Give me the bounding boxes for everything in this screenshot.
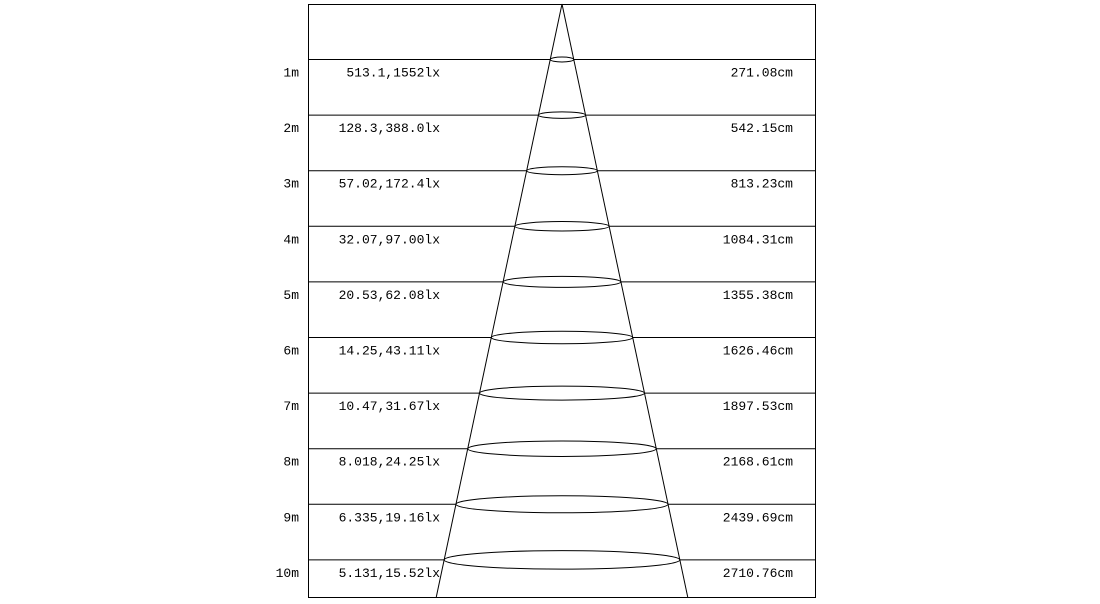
illuminance-label: 32.07,97.00lx xyxy=(338,232,440,248)
beam-ellipse xyxy=(515,222,609,232)
beam-ellipse xyxy=(468,441,657,457)
beam-diameter-label: 2168.61cm xyxy=(722,454,793,470)
beam-diameter-label: 1355.38cm xyxy=(722,287,793,303)
distance-label: 6m xyxy=(283,343,299,359)
illuminance-label: 513.1,1552lx xyxy=(346,65,440,81)
distance-label: 1m xyxy=(283,65,299,81)
illuminance-label: 14.25,43.11lx xyxy=(338,343,440,359)
beam-diameter-label: 1626.46cm xyxy=(722,343,793,359)
beam-ellipse xyxy=(538,112,585,119)
beam-ellipse xyxy=(444,551,680,570)
distance-label: 4m xyxy=(283,232,299,248)
beam-ellipse xyxy=(480,386,645,400)
distance-label: 2m xyxy=(283,121,299,137)
beam-ellipse xyxy=(503,276,621,287)
beam-diameter-label: 1084.31cm xyxy=(722,232,793,248)
beam-diameter-label: 542.15cm xyxy=(730,121,793,137)
illuminance-label: 6.335,19.16lx xyxy=(338,510,440,526)
beam-ellipse xyxy=(456,496,668,513)
distance-label: 5m xyxy=(283,287,299,303)
illuminance-label: 57.02,172.4lx xyxy=(338,176,440,192)
light-cone xyxy=(436,4,687,597)
distance-label: 7m xyxy=(283,399,299,415)
beam-ellipse xyxy=(527,167,598,175)
distance-label: 10m xyxy=(275,565,299,581)
distance-label: 3m xyxy=(283,176,299,192)
distance-label: 8m xyxy=(283,454,299,470)
beam-diameter-label: 1897.53cm xyxy=(722,399,793,415)
beam-ellipses xyxy=(444,57,680,569)
beam-diameter-label: 271.08cm xyxy=(730,65,793,81)
illuminance-label: 20.53,62.08lx xyxy=(338,287,440,303)
illuminance-label: 5.131,15.52lx xyxy=(338,565,440,581)
beam-diameter-label: 813.23cm xyxy=(730,176,793,192)
illuminance-label: 128.3,388.0lx xyxy=(338,121,440,137)
cone-right-edge xyxy=(562,4,688,597)
beam-diameter-label: 2710.76cm xyxy=(722,565,793,581)
illuminance-label: 10.47,31.67lx xyxy=(338,399,440,415)
cone-left-edge xyxy=(436,4,562,597)
beam-ellipse xyxy=(550,57,574,62)
beam-ellipse xyxy=(491,331,632,344)
distance-label: 9m xyxy=(283,510,299,526)
row-labels xyxy=(276,66,794,581)
beam-diameter-label: 2439.69cm xyxy=(722,510,793,526)
illuminance-label: 8.018,24.25lx xyxy=(338,454,440,470)
